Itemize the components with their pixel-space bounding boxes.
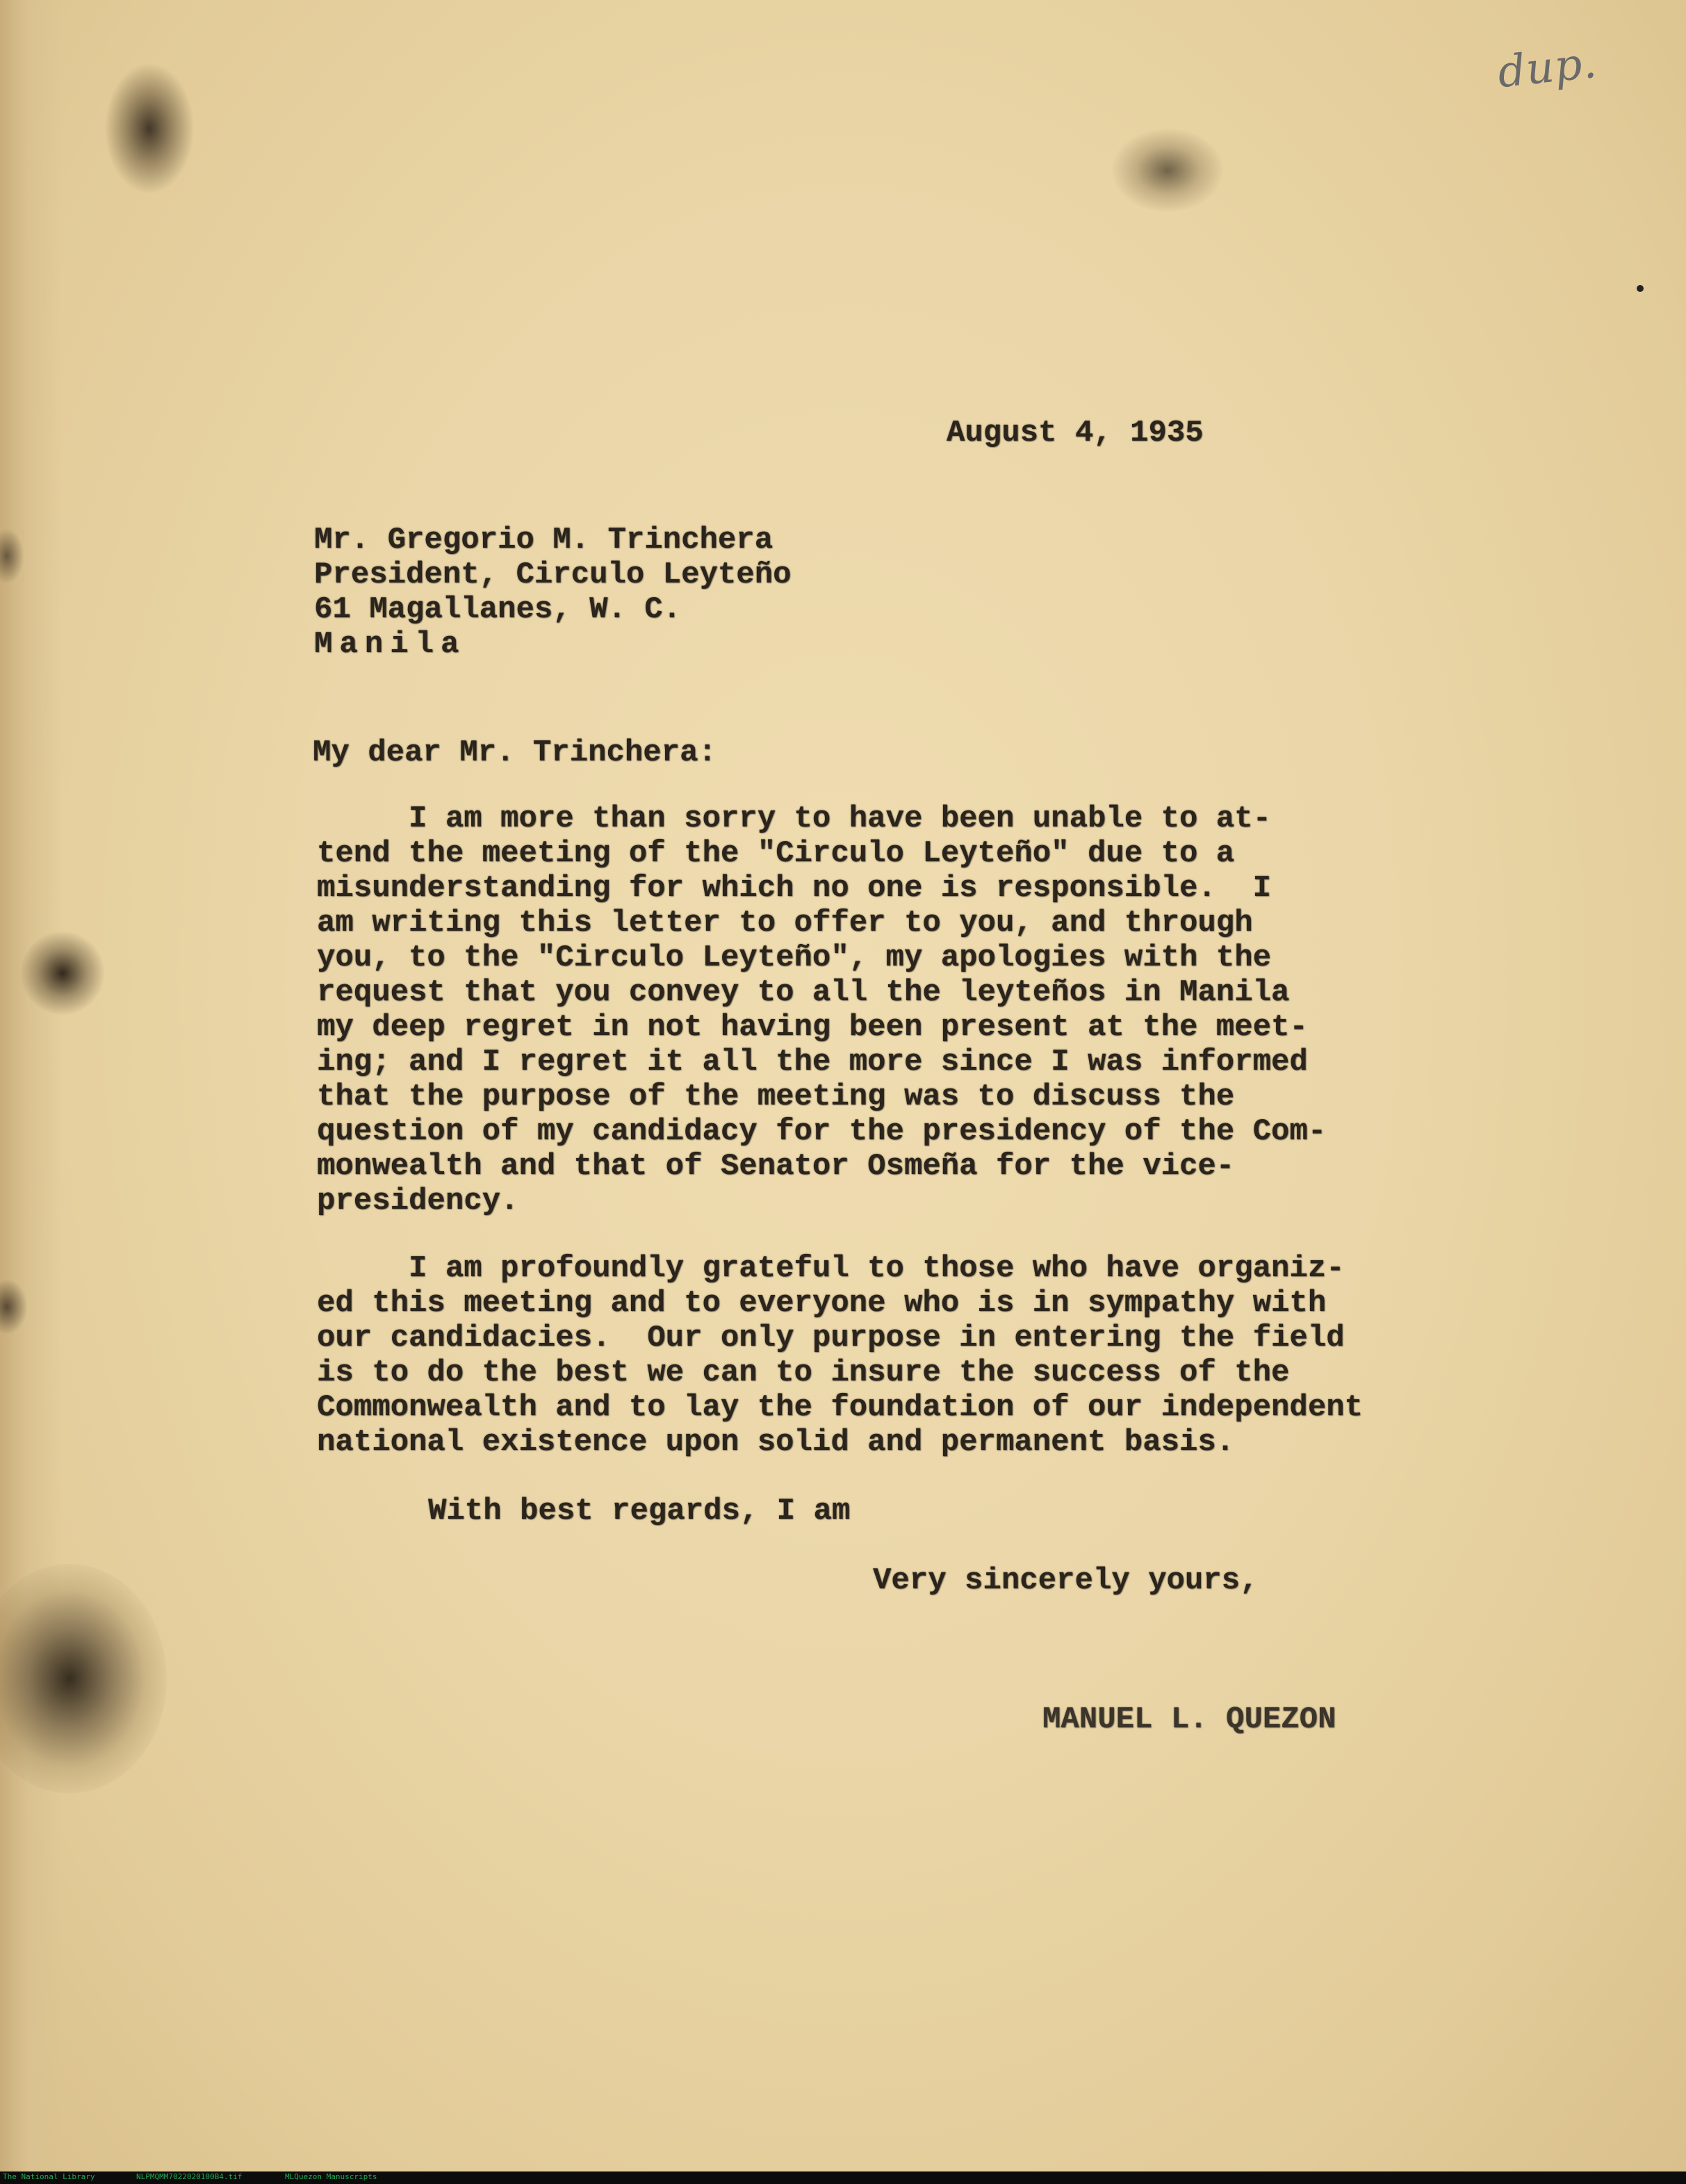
paragraph-line: request that you convey to all the leyteños in Manila [317,975,1290,1010]
paragraph-line: that the purpose of the meeting was to discuss the [317,1079,1235,1114]
paragraph-line: presidency. [317,1184,519,1219]
footer-collection: MLQuezon Manuscripts [285,2172,377,2181]
ink-stain [104,63,195,195]
paragraph-line: my deep regret in not having been present at the meet- [317,1010,1308,1045]
paper-edge-shadow [0,0,63,2171]
closing-line: Very sincerely yours, [873,1563,1259,1598]
ink-stain [1112,129,1223,212]
handwritten-annotation: dup. [1495,36,1600,98]
signature-name: MANUEL L. QUEZON [1042,1702,1336,1737]
paragraph-line: monwealth and that of Senator Osmeña for the vice- [317,1149,1235,1184]
paragraph-line: I am profoundly grateful to those who have organiz- [317,1251,1345,1286]
paragraph-line: tend the meeting of the "Circulo Leyteño" due to a [317,836,1235,871]
address-line: 61 Magallanes, W. C. [314,592,682,627]
salutation: My dear Mr. Trinchera: [313,735,717,770]
paragraph-line: am writing this letter to offer to you, and through [317,906,1253,940]
paragraph-line: national existence upon solid and permanent basis. [317,1425,1235,1460]
letter-date: August 4, 1935 [947,416,1204,450]
address-line: Mr. Gregorio M. Trinchera [314,523,774,557]
scan-footer-bar [0,2171,1686,2184]
paragraph-line: ing; and I regret it all the more since I was informed [317,1045,1308,1079]
address-line: Manila [314,627,466,662]
paragraph-line: you, to the "Circulo Leyteño", my apologies with the [317,940,1272,975]
paragraph-line: question of my candidacy for the presidency of the Com- [317,1114,1327,1149]
footer-file: NLPMQMM7022020100B4.tif [136,2172,243,2181]
paragraph-line: ed this meeting and to everyone who is in sympathy with [317,1286,1327,1321]
paragraph-line: misunderstanding for which no one is responsible. I [317,871,1272,906]
paragraph-line: I am more than sorry to have been unable to at- [317,801,1272,836]
paragraph-line: our candidacies. Our only purpose in entering the field [317,1321,1345,1355]
address-line: President, Circulo Leyteño [314,557,792,592]
ink-dot [1637,285,1644,292]
paragraph-line: Commonwealth and to lay the foundation of our independent [317,1390,1364,1425]
footer-library: The National Library [3,2172,95,2181]
regards-line: With best regards, I am [428,1494,851,1529]
paragraph-line: is to do the best we can to insure the success of the [317,1355,1290,1390]
